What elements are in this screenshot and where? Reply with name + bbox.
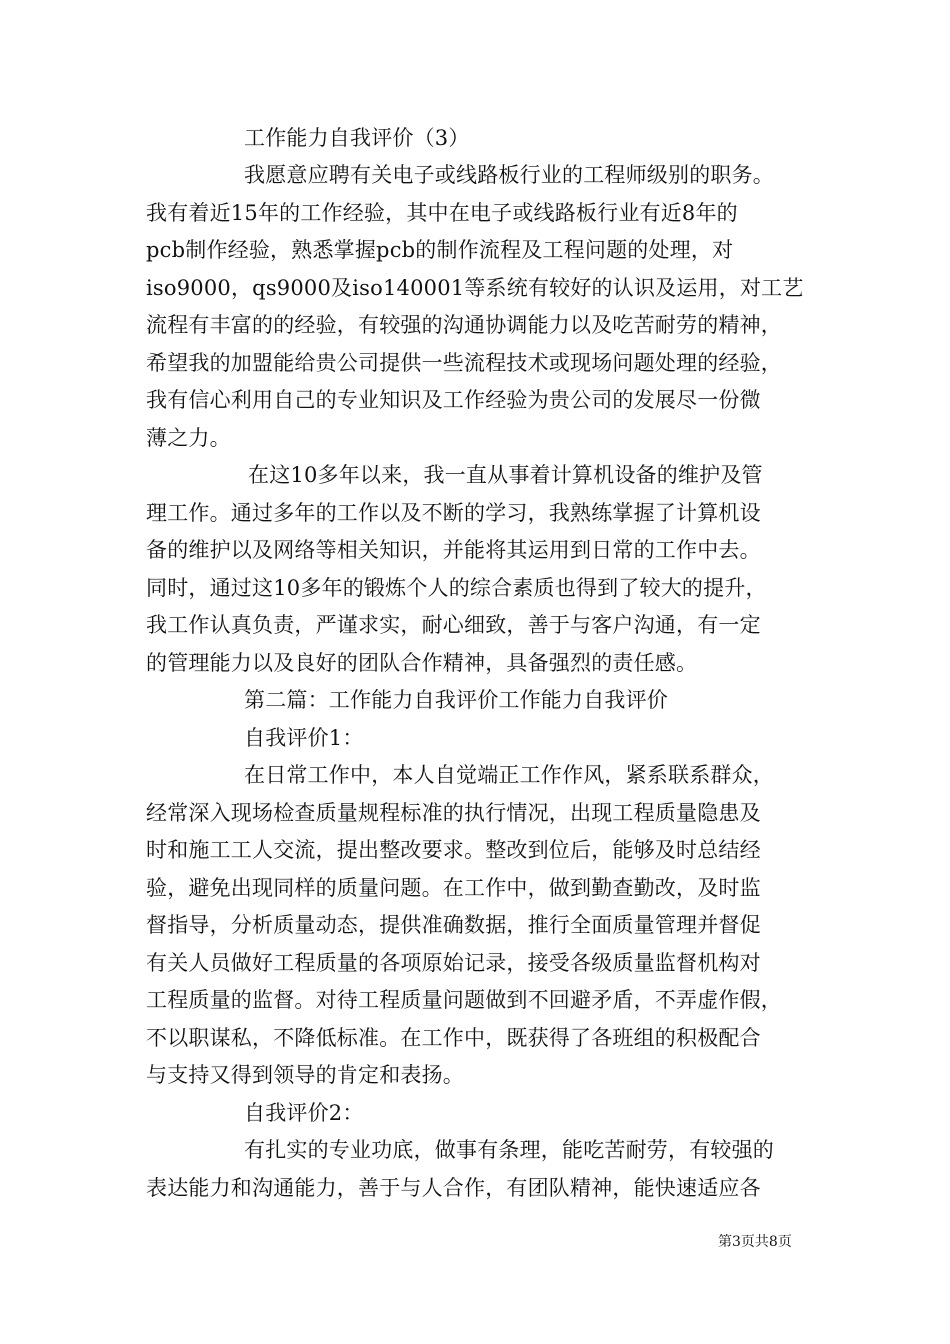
- text-line: 与支持又得到领导的肯定和表扬。: [146, 1063, 464, 1087]
- subsection-heading: 自我评价1：: [244, 726, 364, 750]
- text-line: 希望我的加盟能给贵公司提供一些流程技术或现场问题处理的经验，: [146, 351, 782, 375]
- text-line: 不以职谋私，不降低标准。在工作中，既获得了各班组的积极配合: [146, 1026, 761, 1050]
- page-number-footer: 第3页共8页: [718, 1234, 792, 1250]
- text-line: 时和施工工人交流，提出整改要求。整改到位后，能够及时总结经: [146, 838, 761, 862]
- text-line: 有扎实的专业功底，做事有条理，能吃苦耐劳，有较强的: [244, 1138, 774, 1162]
- text-line: 有关人员做好工程质量的各项原始记录，接受各级质量监督机构对: [146, 951, 761, 975]
- text-line: 备的维护以及网络等相关知识，并能将其运用到日常的工作中去。: [146, 538, 761, 562]
- text-line: 表达能力和沟通能力，善于与人合作，有团队精神，能快速适应各: [146, 1176, 761, 1200]
- text-line: 工程质量的监督。对待工程质量问题做到不回避矛盾，不弄虚作假，: [146, 988, 782, 1012]
- text-line: 我有着近15年的工作经验，其中在电子或线路板行业有近8年的: [146, 201, 738, 225]
- text-line: 理工作。通过多年的工作以及不断的学习，我熟练掌握了计算机设: [146, 501, 761, 525]
- text-line: 我工作认真负责，严谨求实，耐心细致，善于与客户沟通，有一定: [146, 613, 761, 637]
- subsection-heading: 自我评价2：: [244, 1101, 364, 1125]
- section-heading: 工作能力自我评价（3）: [244, 126, 470, 150]
- text-line: 经常深入现场检查质量规程标准的执行情况，出现工程质量隐患及: [146, 801, 761, 825]
- text-line: iso9000，qs9000及iso140001等系统有较好的认识及运用，对工艺: [146, 276, 804, 300]
- text-line: 我愿意应聘有关电子或线路板行业的工程师级别的职务。: [244, 163, 774, 187]
- text-line: pcb制作经验，熟悉掌握pcb的制作流程及工程问题的处理，对: [146, 238, 734, 262]
- text-line: 同时，通过这10多年的锻炼个人的综合素质也得到了较大的提升，: [146, 576, 767, 600]
- text-line: 督指导，分析质量动态，提供准确数据，推行全面质量管理并督促: [146, 913, 761, 937]
- text-line: 薄之力。: [146, 426, 231, 450]
- text-line: 验，避免出现同样的质量问题。在工作中，做到勤查勤改，及时监: [146, 876, 761, 900]
- text-line: 在这10多年以来，我一直从事着计算机设备的维护及管: [248, 463, 763, 487]
- text-line: 在日常工作中，本人自觉端正工作作风，紧系联系群众，: [244, 763, 774, 787]
- text-line: 我有信心利用自己的专业知识及工作经验为贵公司的发展尽一份微: [146, 388, 761, 412]
- text-line: 流程有丰富的的经验，有较强的沟通协调能力以及吃苦耐劳的精神，: [146, 313, 782, 337]
- text-line: 的管理能力以及良好的团队合作精神，具备强烈的责任感。: [146, 651, 698, 675]
- section-heading: 第二篇：工作能力自我评价工作能力自我评价: [244, 688, 668, 712]
